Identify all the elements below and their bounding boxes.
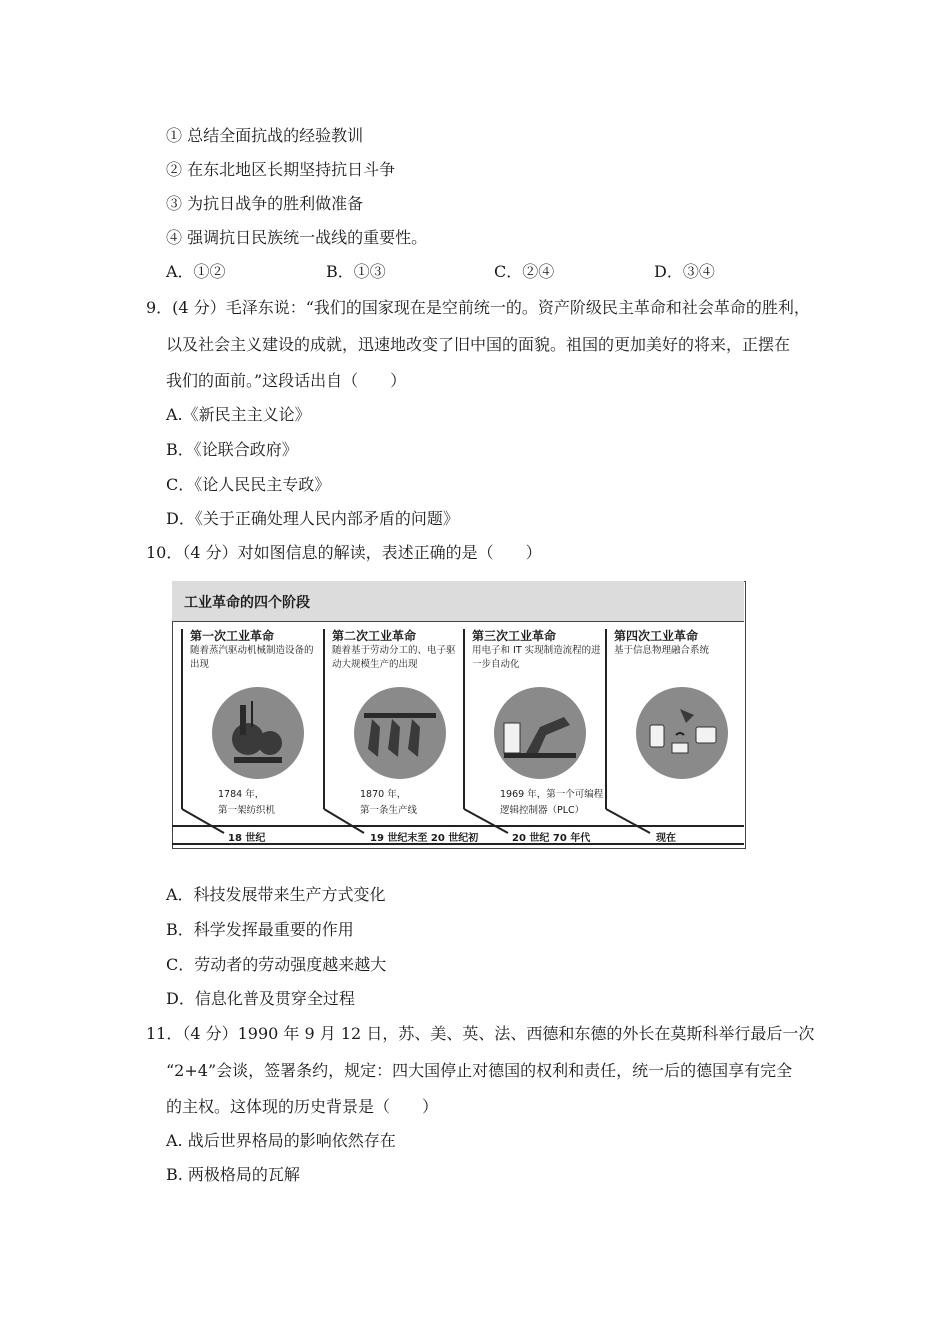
q9-option-b[interactable]: B．《论联合政府》 — [166, 440, 298, 459]
robot-arm-icon — [494, 687, 586, 779]
stage-2-note — [360, 787, 417, 819]
q11-option-b[interactable]: B. 两极格局的瓦解 — [166, 1165, 300, 1184]
q11-stem-line-2: “2+4”会谈，签署条约，规定：四大国停止对德国的权利和责任，统一后的德国享有完全 — [166, 1061, 793, 1080]
q8-option-c[interactable]: C．②④ — [494, 262, 555, 281]
era-2: 19 世纪末至 20 世纪初 — [370, 833, 479, 844]
q8-option-a[interactable]: A．①② — [166, 262, 226, 281]
stage-1-note-line-2: 第一架纺织机 — [218, 805, 276, 816]
stage-4-desc: 基于信息物理融合系统 — [614, 645, 710, 656]
q10-stem: 10．（4 分）对如图信息的解读，表述正确的是（ ） — [146, 543, 542, 562]
stage-2-note-line-2: 第一条生产线 — [360, 805, 418, 816]
era-3: 20 世纪 70 年代 — [512, 833, 591, 844]
q9-stem-line-2: 以及社会主义建设的成就，迅速地改变了旧中国的面貌。祖国的更加美好的将来，正摆在 — [166, 335, 791, 354]
stage-1-note — [218, 787, 275, 819]
cyber-physical-devices-icon — [636, 687, 728, 779]
q9-option-c[interactable]: C．《论人民民主专政》 — [166, 475, 331, 494]
q9-stem-line-1: 9．(4 分）毛泽东说：“我们的国家现在是空前统一的。资产阶级民主革命和社会革命的胜利， — [146, 298, 810, 317]
stage-1-note-line-1: 1784 年， — [218, 789, 265, 800]
stage-4 — [610, 627, 750, 827]
stage-2-desc: 随着基于劳动分工的、电子驱动大规模生产的出现 — [332, 645, 456, 670]
q8-option-b[interactable]: B．①③ — [326, 262, 386, 281]
production-line-icon — [354, 687, 446, 779]
stage-3-desc: 用电子和 IT 实现制造流程的进一步自动化 — [472, 645, 601, 670]
q8-statement-2: ② 在东北地区长期坚持抗日斗争 — [166, 160, 396, 179]
stage-3-note-line-1: 1969 年，第一个可编程 — [500, 789, 604, 800]
era-4: 现在 — [656, 833, 676, 844]
industrial-revolution-figure — [172, 581, 746, 849]
q10-option-b[interactable]: B．科学发挥最重要的作用 — [166, 920, 354, 939]
stage-2 — [328, 627, 468, 827]
q8-statement-1: ① 总结全面抗战的经验教训 — [166, 126, 364, 145]
stage-1-desc: 随着蒸汽驱动机械制造设备的出现 — [190, 645, 314, 670]
q8-option-d[interactable]: D．③④ — [654, 262, 715, 281]
stage-2-title: 第二次工业革命 — [332, 629, 417, 643]
q8-statement-4: ④ 强调抗日民族统一战线的重要性。 — [166, 228, 428, 247]
figure-title: 工业革命的四个阶段 — [184, 595, 310, 611]
q9-option-d[interactable]: D．《关于正确处理人民内部矛盾的问题》 — [166, 509, 459, 528]
q8-options — [166, 262, 766, 282]
stage-3-note-line-2: 逻辑控制器（PLC） — [500, 805, 585, 816]
q10-option-d[interactable]: D．信息化普及贯穿全过程 — [166, 989, 355, 1008]
q11-option-a[interactable]: A. 战后世界格局的影响依然存在 — [166, 1131, 396, 1150]
stage-3-note — [500, 787, 603, 819]
q10-option-c[interactable]: C．劳动者的劳动强度越来越大 — [166, 955, 387, 974]
q10-option-a[interactable]: A．科技发展带来生产方式变化 — [166, 885, 386, 904]
stage-1 — [186, 627, 326, 827]
q9-option-a[interactable]: A.《新民主主义论》 — [166, 405, 311, 424]
spinning-machine-icon — [212, 687, 304, 779]
q11-stem-line-1: 11．（4 分）1990 年 9 月 12 日，苏、美、英、法、西德和东德的外长在莫斯科举行最后一次 — [146, 1024, 815, 1043]
stage-3-title: 第三次工业革命 — [472, 629, 557, 643]
q8-statement-3: ③ 为抗日战争的胜利做准备 — [166, 194, 364, 213]
stage-2-note-line-1: 1870 年， — [360, 789, 407, 800]
stage-4-title: 第四次工业革命 — [614, 629, 699, 643]
stage-3 — [468, 627, 608, 827]
stage-1-title: 第一次工业革命 — [190, 629, 275, 643]
q9-stem-line-3: 我们的面前。”这段话出自（ ） — [166, 371, 407, 390]
q11-stem-line-3: 的主权。这体现的历史背景是（ ） — [166, 1097, 439, 1116]
era-1: 18 世纪 — [228, 833, 266, 844]
